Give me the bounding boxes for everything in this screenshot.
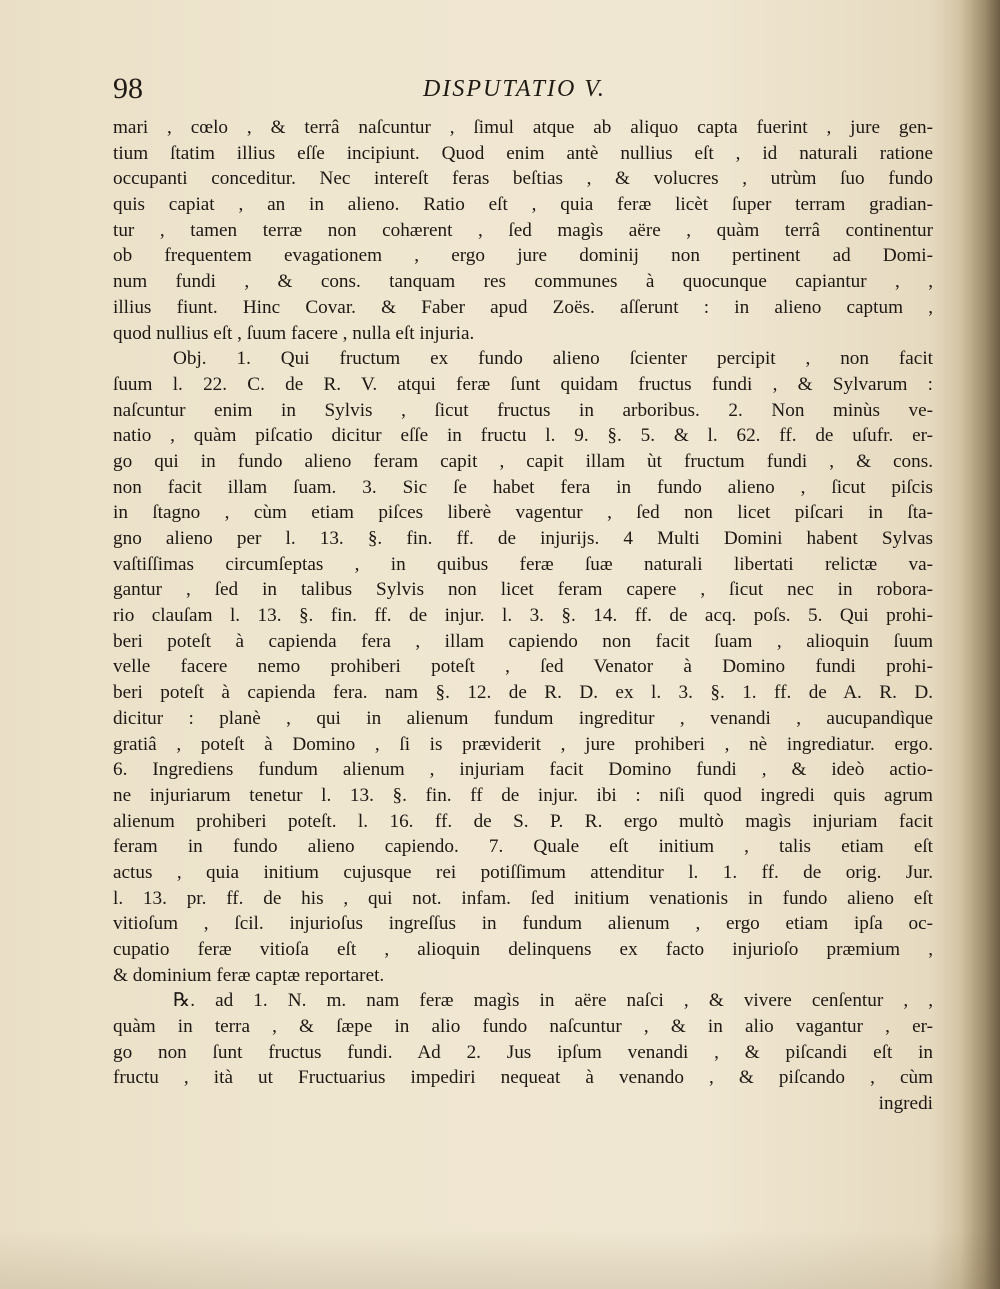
text-line: vitioſum , ſcil. injurioſus ingreſſus in fundum alienum , ergo etiam ipſa oc- <box>113 913 933 935</box>
text-line: feram in fundo alieno capiendo. 7. Quale eſt initium , talis etiam eſt <box>113 836 933 858</box>
text-line: go qui in fundo alieno feram capit , capit illam ùt fructum fundi , & cons. <box>113 450 933 472</box>
text-line: vaſtiſſimas circumſeptas , in quibus feræ ſuæ naturali libertati relictæ va- <box>113 553 933 575</box>
text-line: cupatio feræ vitioſa eſt , alioquin delinquens ex facto injurioſo præmium , <box>113 939 933 960</box>
text-line: gno alieno per l. 13. §. fin. ff. de injurijs. 4 Multi Domini habent Sylvas <box>113 528 933 549</box>
text-line: tur , tamen terræ non cohærent , ſed magìs aëre , quàm terrâ continentur <box>113 219 933 241</box>
text-line: ob frequentem evagationem , ergo jure dominij non pertinent ad Domi- <box>113 245 933 267</box>
text-line: rio clauſam l. 13. §. fin. ff. de injur. l. 3. §. 14. ff. de acq. poſs. 5. Qui prohi- <box>113 605 933 627</box>
page-number: 98 <box>113 72 143 105</box>
text-line: illius fiunt. Hinc Covar. & Faber apud Zoës. aſſerunt : in alieno captum , <box>113 296 933 318</box>
text-line: quod nullius eſt , ſuum facere , nulla eſt injuria. <box>113 322 475 344</box>
running-head: DISPUTATIO V. <box>423 76 606 102</box>
text-line: tium ſtatim illius eſſe incipiunt. Quod enim antè nullius eſt , id naturali ratione <box>113 142 933 164</box>
text-line: ne injuriarum tenetur l. 13. §. fin. ff de injur. ibi : niſi quod ingredi quis agrum <box>113 784 933 806</box>
text-line: ℞. ad 1. N. m. nam feræ magìs in aëre naſci , & vivere cenſentur , , <box>173 990 933 1012</box>
text-line: gantur , ſed in talibus Sylvis non licet feram capere , ſicut nec in robora- <box>113 579 933 601</box>
text-line: gratiâ , poteſt à Domino , ſi is præviderit , jure prohiberi , nè ingrediatur. ergo. <box>113 733 933 755</box>
text-line: beri poteſt à capienda fera , illam capiendo non facit ſuam , alioquin ſuum <box>113 630 933 652</box>
text-line: fructu , ità ut Fructuarius impediri nequeat à venando , & piſcando , cùm <box>113 1067 933 1089</box>
text-line: velle facere nemo prohiberi poteſt , ſed Venator à Domino fundi prohi- <box>113 656 933 678</box>
body-text <box>113 115 933 1117</box>
page-header <box>113 72 933 112</box>
text-line: quàm in terra , & ſæpe in alio fundo naſcuntur , & in alio vagantur , er- <box>113 1016 933 1038</box>
text-line: ſuum l. 22. C. de R. V. atqui feræ ſunt quidam fructus fundi , & Sylvarum : <box>113 373 933 395</box>
text-line: in ſtagno , cùm etiam piſces liberè vagentur , ſed non licet piſcari in ſta- <box>113 502 933 524</box>
text-line: beri poteſt à capienda fera. nam §. 12. de R. D. ex l. 3. §. 1. ff. de A. R. D. <box>113 682 933 704</box>
text-line: Obj. 1. Qui fructum ex fundo alieno ſcienter percipit , non facit <box>173 348 933 370</box>
text-line: & dominium feræ captæ reportaret. <box>113 964 385 986</box>
book-spine-shadow <box>960 0 1000 1289</box>
page-bottom-shade <box>0 1229 1000 1289</box>
text-line: non facit illam ſuam. 3. Sic ſe habet fera in fundo alieno , ſicut piſcis <box>113 476 933 498</box>
text-line: go non ſunt fructus fundi. Ad 2. Jus ipſum venandi , & piſcandi eſt in <box>113 1041 933 1063</box>
text-line: dicitur : planè , qui in alienum fundum ingreditur , venandi , aucupandìque <box>113 707 933 729</box>
text-line: mari , cœlo , & terrâ naſcuntur , ſimul atque ab aliquo capta fuerint , jure gen- <box>113 117 933 138</box>
text-line: 6. Ingrediens fundum alienum , injuriam facit Domino fundi , & ideò actio- <box>113 759 933 781</box>
catchword: ingredi <box>878 1093 933 1115</box>
text-line: naſcuntur enim in Sylvis , ſicut fructus in arboribus. 2. Non minùs ve- <box>113 399 933 421</box>
text-line: num fundi , & cons. tanquam res communes à quocunque capiantur , , <box>113 271 933 293</box>
text-line: actus , quia initium cujusque rei potiſſimum attenditur l. 1. ff. de orig. Jur. <box>113 861 933 883</box>
text-line: l. 13. pr. ff. de his , qui not. infam. ſed initium venationis in fundo alieno eſt <box>113 887 933 909</box>
text-line: natio , quàm piſcatio dicitur eſſe in fructu l. 9. §. 5. & l. 62. ff. de uſufr. er- <box>113 425 933 447</box>
text-line: alienum prohiberi poteſt. l. 16. ff. de S. P. R. ergo multò magìs injuriam facit <box>113 810 933 832</box>
text-line: quis capiat , an in alieno. Ratio eſt , quia feræ licèt ſuper terram gradian- <box>113 194 933 216</box>
text-line: occupanti conceditur. Nec intereſt feras beſtias , & volucres , utrùm ſuo fundo <box>113 168 933 190</box>
